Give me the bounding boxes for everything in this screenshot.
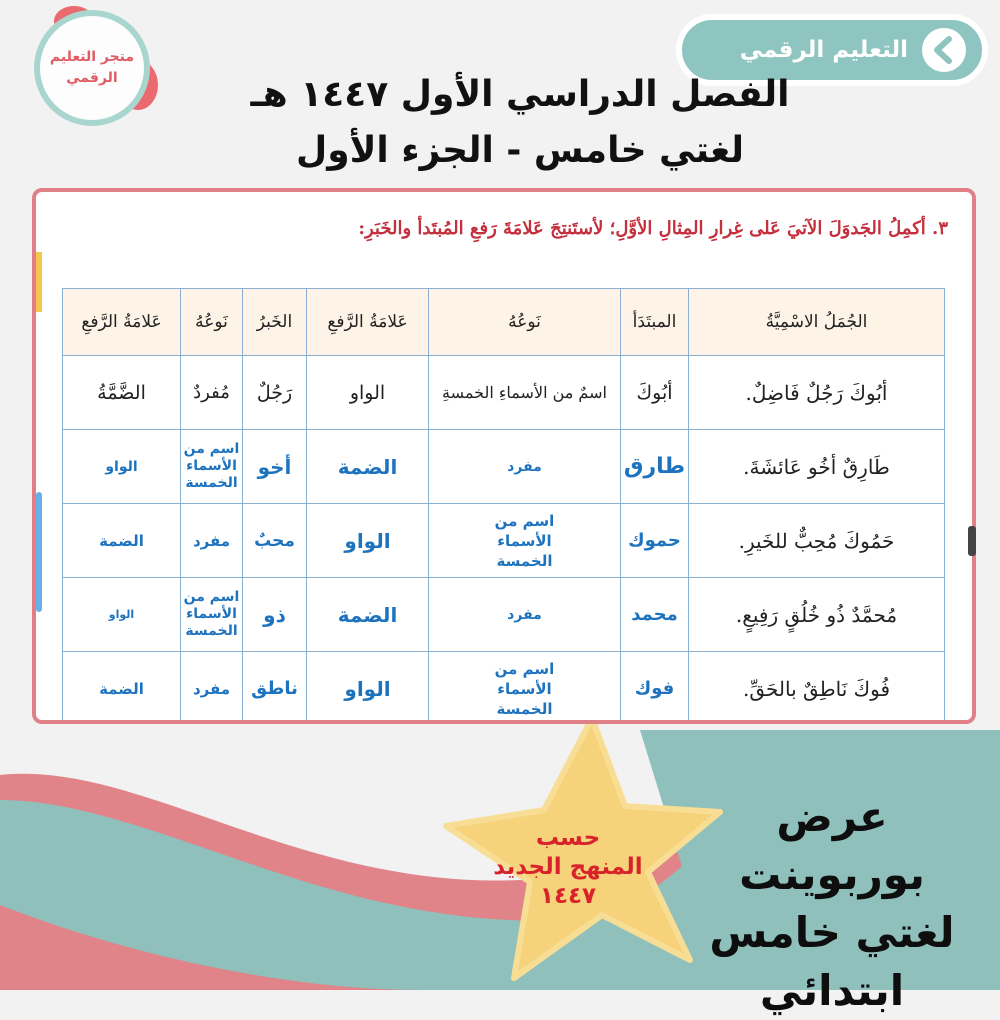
table-row — [63, 504, 945, 578]
star-line3: ١٤٤٧ — [539, 883, 597, 909]
predicate-cell[interactable]: محبٌ — [243, 504, 307, 578]
subject-cell[interactable]: فوك — [621, 652, 689, 725]
sentence-cell: مُحمَّدٌ ذُو خُلُقٍ رَفِيعٍ. — [689, 578, 945, 652]
predicate-cell[interactable]: أخو — [243, 430, 307, 504]
predicate-cell[interactable]: ذو — [243, 578, 307, 652]
sentence-cell: طَارِقٌ أخُو عَائشَةَ. — [689, 430, 945, 504]
subject-marker-cell[interactable]: الضمة — [307, 430, 429, 504]
header-subject-marker: عَلامَةُ الرَّفعِ — [307, 289, 429, 356]
subject-type-cell: اسمٌ من الأسماءِ الخمسةِ — [429, 356, 621, 430]
exercise-table — [62, 288, 945, 724]
subject-type-cell[interactable]: اسم من الأسماء الخمسة — [429, 652, 621, 725]
subject-cell[interactable]: محمد — [621, 578, 689, 652]
sentence-cell: حَمُوكَ مُحِبٌّ للخَيرِ. — [689, 504, 945, 578]
logo-line2: الرقمي — [66, 70, 118, 86]
page-edge-tab — [36, 492, 42, 612]
subject-type-cell[interactable]: اسم من الأسماء الخمسة — [429, 504, 621, 578]
subject-type-cell[interactable]: مفرد — [429, 430, 621, 504]
promo-line3: ابتدائي — [759, 966, 905, 1015]
promo-text — [682, 788, 982, 1020]
worksheet-card — [32, 188, 976, 724]
scrollbar-handle[interactable] — [968, 526, 976, 556]
header-predicate-marker: عَلامَةُ الرَّفعِ — [63, 289, 181, 356]
subject-cell[interactable]: حموك — [621, 504, 689, 578]
predicate-type-cell[interactable]: اسم من الأسماء الخمسة — [181, 578, 243, 652]
chevron-left-icon — [922, 28, 966, 72]
curriculum-star-label — [468, 824, 668, 911]
sentence-cell: فُوكَ نَاطِقٌ بالحَقِّ. — [689, 652, 945, 725]
header-subject-type: نَوعُهُ — [429, 289, 621, 356]
promo-line1: عرض بوربوينت — [739, 792, 925, 899]
table-row — [63, 430, 945, 504]
predicate-marker-cell[interactable]: الضمة — [63, 504, 181, 578]
page-title-line2: لغتي خامس - الجزء الأول — [295, 130, 745, 171]
predicate-marker-cell: الضَّمَّةُ — [63, 356, 181, 430]
predicate-marker-cell[interactable]: الضمة — [63, 652, 181, 725]
table-row — [63, 578, 945, 652]
subject-marker-cell[interactable]: الواو — [307, 504, 429, 578]
subject-marker-cell: الواو — [307, 356, 429, 430]
predicate-type-cell: مُفردٌ — [181, 356, 243, 430]
star-line2: المنهج الجديد — [493, 854, 643, 880]
predicate-type-cell[interactable]: اسم من الأسماء الخمسة — [181, 430, 243, 504]
subject-cell[interactable]: طارق — [621, 430, 689, 504]
predicate-cell: رَجُلٌ — [243, 356, 307, 430]
page-title-line1: الفصل الدراسي الأول ١٤٤٧ هـ — [250, 74, 790, 115]
logo-line1: متجر التعليم — [49, 49, 135, 65]
predicate-marker-cell[interactable]: الواو — [63, 578, 181, 652]
table-row — [63, 652, 945, 725]
promo-line2: لغتي خامس — [709, 908, 955, 957]
table-header-row — [63, 289, 945, 356]
page-edge-marker — [36, 252, 42, 312]
table-row — [63, 356, 945, 430]
badge-label: التعليم الرقمي — [739, 37, 908, 63]
header-subject: المبتَدَأ — [621, 289, 689, 356]
header-predicate-type: نَوعُهُ — [181, 289, 243, 356]
predicate-type-cell[interactable]: مفرد — [181, 652, 243, 725]
header-predicate: الخَبرُ — [243, 289, 307, 356]
subject-cell: أبُوكَ — [621, 356, 689, 430]
predicate-marker-cell[interactable]: الواو — [63, 430, 181, 504]
subject-type-cell[interactable]: مفرد — [429, 578, 621, 652]
sentence-cell: أبُوكَ رَجُلٌ فَاضِلٌ. — [689, 356, 945, 430]
predicate-cell[interactable]: ناطق — [243, 652, 307, 725]
subject-marker-cell[interactable]: الواو — [307, 652, 429, 725]
exercise-question: ٣. أكمِلُ الجَدوَلَ الآتيَ عَلى غِرارِ المِثالِ الأوَّلِ؛ لأستَنتِجَ عَلامَةَ رَفعِ المُبتَدأ والخَبَرِ: — [358, 218, 948, 239]
header-nominal-sentences: الجُمَلُ الاسْمِيَّةُ — [689, 289, 945, 356]
star-line1: حسب — [535, 825, 601, 851]
subject-marker-cell[interactable]: الضمة — [307, 578, 429, 652]
predicate-type-cell[interactable]: مفرد — [181, 504, 243, 578]
store-logo — [34, 10, 150, 126]
